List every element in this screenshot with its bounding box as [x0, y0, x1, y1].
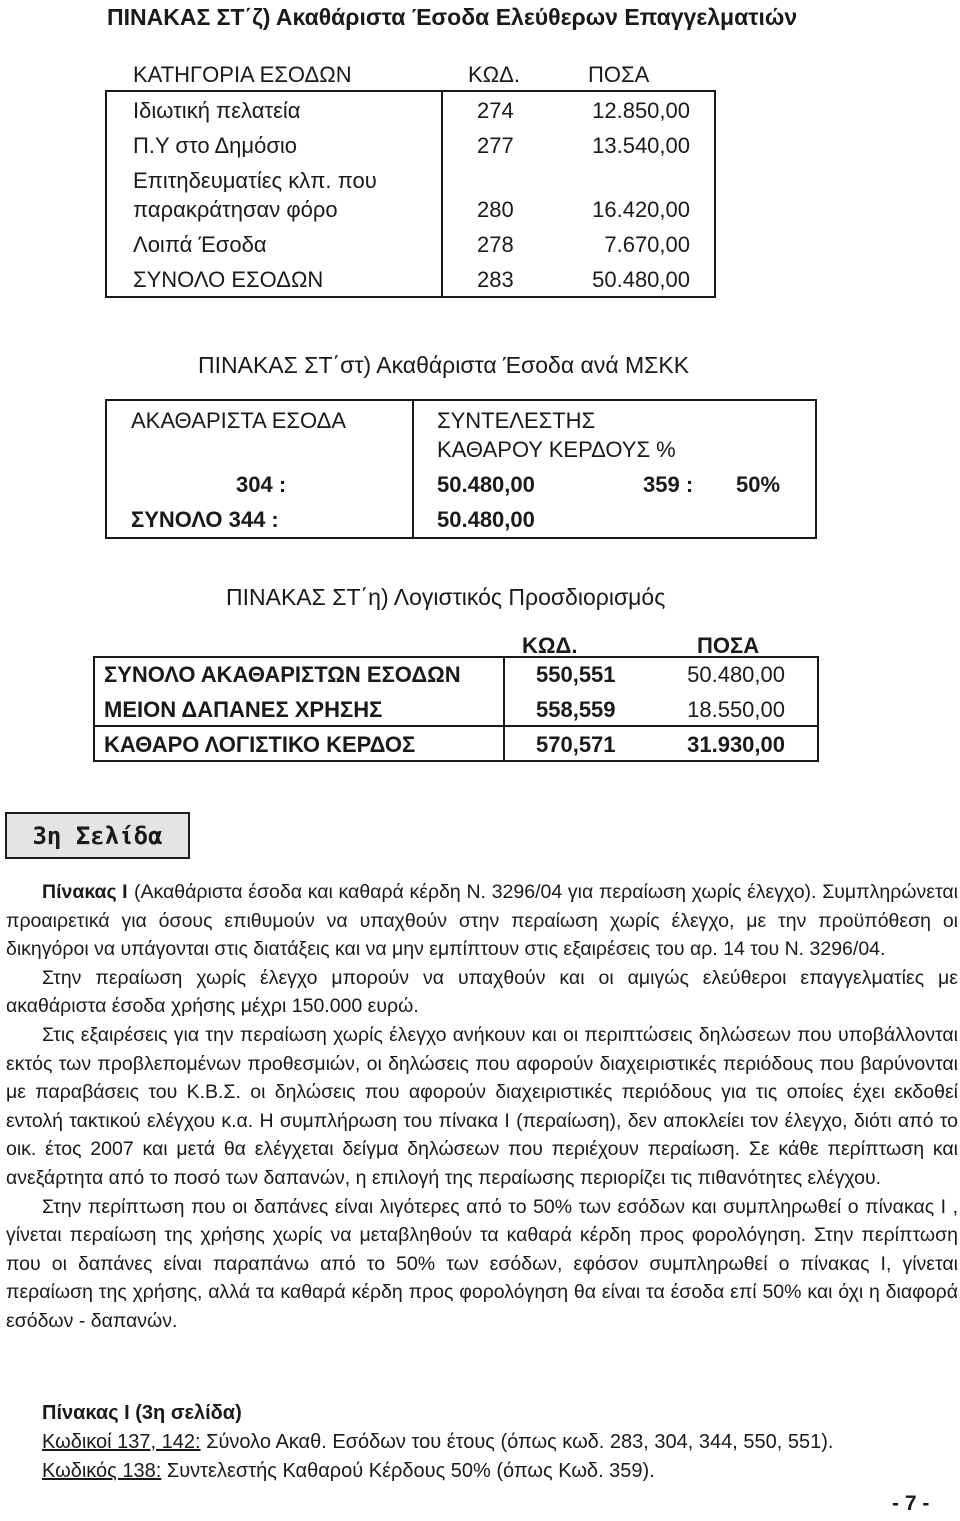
table-z-header-code: ΚΩΔ. [468, 62, 520, 87]
table-row-amount: 13.540,00 [592, 133, 690, 158]
table-row-amount: 7.670,00 [604, 232, 690, 257]
table-h-divider [503, 656, 505, 762]
p1-label: Πίνακας Ι [42, 881, 128, 903]
table-row-amount: 16.420,00 [592, 197, 690, 222]
table-st-title: ΠΙΝΑΚΑΣ ΣΤ΄στ) Ακαθάριστα Έσοδα ανά ΜΣΚΚ [198, 352, 690, 378]
table-row-label: Ιδιωτική πελατεία [133, 98, 301, 123]
table-row-label: Λοιπά Έσοδα [133, 232, 267, 257]
p1-continuation: Συμπληρώνεται προαιρετικά για όσους επιθυμούν να υπαχθούν στην περαίωση χωρίς έλεγχο, με την προϋπόθεση οι δικηγόροι να υπάγονται στις διατάξεις και να μην εμπίπτουν στις εξαιρέσεις του αρ. 14 του Ν. 3296/04. [6, 881, 958, 961]
table-row-code: 280 [477, 197, 514, 222]
p1-rest: (Ακαθάριστα έσοδα και καθαρά κέρδη Ν. 3296/04 για περαίωση χωρίς έλεγχο). [134, 881, 817, 903]
table-st-row1-rate: 50% [736, 472, 781, 497]
table-row-label: ΣΥΝΟΛΟ ΕΣΟΔΩΝ [133, 267, 324, 292]
table-st-header-right-cont: ΚΑΘΑΡΟΥ ΚΕΡΔΟΥΣ % [437, 437, 676, 462]
table-row-code: 277 [477, 133, 514, 158]
table-z-header-amount: ΠΟΣΑ [588, 62, 650, 87]
table-row-amount: 50.480,00 [687, 662, 785, 687]
table-h-total-rule [93, 725, 819, 727]
notes-line-2-text: Συντελεστής Καθαρού Κέρδους 50% (όπως Κωδ. 359). [161, 1460, 655, 1482]
table-h-header-code: ΚΩΔ. [522, 633, 578, 658]
notes-line-2-label: Κωδικός 138: [42, 1460, 162, 1482]
table-row-amount: 50.480,00 [592, 267, 690, 292]
table-row-code: 278 [477, 232, 514, 257]
notes-heading: Πίνακας Ι (3η σελίδα) [42, 1402, 242, 1424]
body-text [6, 878, 958, 1336]
table-st-header-left: ΑΚΑΘΑΡΙΣΤΑ ΕΣΟΔΑ [131, 408, 347, 433]
table-st-header-right: ΣΥΝΤΕΛΕΣΤΗΣ [437, 408, 596, 433]
table-st-row1-code: 304 : [236, 472, 287, 497]
table-z-divider [441, 90, 443, 298]
section-badge: 3η Σελίδα [5, 812, 190, 859]
table-row-code: 550,551 [536, 662, 616, 687]
page-number: - 7 - [892, 1492, 930, 1515]
table-row-label: ΚΑΘΑΡΟ ΛΟΓΙΣΤΙΚΟ ΚΕΡΔΟΣ [104, 732, 416, 757]
table-st-divider [412, 399, 414, 539]
notes-line-2 [42, 1460, 655, 1483]
notes-line-1-text: Σύνολο Ακαθ. Εσόδων του έτους (όπως κωδ. 283, 304, 344, 550, 551). [200, 1431, 834, 1453]
paragraph-2: Στην περαίωση χωρίς έλεγχο μπορούν να υπαχθούν και οι αμιγώς ελεύθεροι επαγγελματίες με ακαθάριστα έσοδα χρήσης μέχρι 150.000 ευρώ. [6, 966, 958, 1018]
table-st-row2-amount: 50.480,00 [437, 507, 535, 532]
table-h-header-amount: ΠΟΣΑ [697, 633, 760, 658]
table-h-title: ΠΙΝΑΚΑΣ ΣΤ΄η) Λογιστικός Προσδιορισμός [226, 584, 666, 610]
table-st-row1-amount: 50.480,00 [437, 472, 535, 497]
notes-line-1 [42, 1431, 833, 1454]
table-z-header-category: ΚΑΤΗΓΟΡΙΑ ΕΣΟΔΩΝ [133, 62, 352, 87]
paragraph-3: Στις εξαιρέσεις για την περαίωση χωρίς έλεγχο ανήκουν και οι περιπτώσεις δηλώσεων που υποβάλλονται εκτός των προβλεπομένων προθεσμιών, οι δηλώσεις που αφορούν διαχειριστικές περιόδους που βαρύνονται με παραβάσεις του Κ.Β.Σ. οι δηλώσεις που αφορούν διαχειριστικές περιόδους για τις οποίες έχει εκδοθεί εντολή τακτικού ελέγχου κ.α. Η συμπλήρωση του πίνακα Ι (περαίωση), δεν αποκλείει τον έλεγχο, διότι από το οικ. έτος 2007 και μετά θα ελέγχεται δείγμα δηλώσεων που περιέχουν περαίωση. Σε κάθε περίπτωση και ανεξάρτητα από το ποσό των δαπανών, η επιλογή της περαίωσης περιορίζει τις πιθανότητες ελέγχου. [6, 1023, 958, 1189]
table-z-title: ΠΙΝΑΚΑΣ ΣΤ΄ζ) Ακαθάριστα Έσοδα Ελεύθερων Επαγγελματιών [107, 4, 798, 30]
notes-line-1-label: Κωδικοί 137, 142: [42, 1431, 201, 1453]
table-row-code: 274 [477, 98, 514, 123]
table-row-amount: 12.850,00 [592, 98, 690, 123]
table-row-code: 558,559 [536, 697, 616, 722]
table-row-label-cont: παρακράτησαν φόρο [133, 197, 338, 222]
table-row-code: 570,571 [536, 732, 616, 757]
table-row-code: 283 [477, 267, 514, 292]
table-st-row1-rate-code: 359 : [643, 472, 694, 497]
table-row-label: ΣΥΝΟΛΟ ΑΚΑΘΑΡΙΣΤΩΝ ΕΣΟΔΩΝ [104, 662, 461, 687]
table-row-amount: 31.930,00 [687, 732, 785, 757]
table-row-label: Επιτηδευματίες κλπ. που [133, 168, 377, 193]
table-st-row2-code: ΣΥΝΟΛΟ 344 : [131, 507, 279, 532]
table-row-label: ΜΕΙΟΝ ΔΑΠΑΝΕΣ ΧΡΗΣΗΣ [104, 697, 383, 722]
table-row-label: Π.Υ στο Δημόσιο [133, 133, 298, 158]
paragraph-4: Στην περίπτωση που οι δαπάνες είναι λιγότερες από το 50% των εσόδων και συμπληρωθεί ο πίνακας Ι , γίνεται περαίωση της χρήσης χωρίς να μεταβληθούν τα καθαρά κέρδη προς φορολόγηση. Στην περίπτωση που οι δαπάνες είναι παραπάνω από το 50% των εσόδων, εφόσον συμπληρωθεί ο πίνακας Ι, γίνεται περαίωση της χρήσης, αλλά τα καθαρά κέρδη προς φορολόγηση θα είναι τα έσοδα επί 50% και όχι η διαφορά εσόδων - δαπανών. [6, 1195, 958, 1332]
table-row-amount: 18.550,00 [687, 697, 785, 722]
